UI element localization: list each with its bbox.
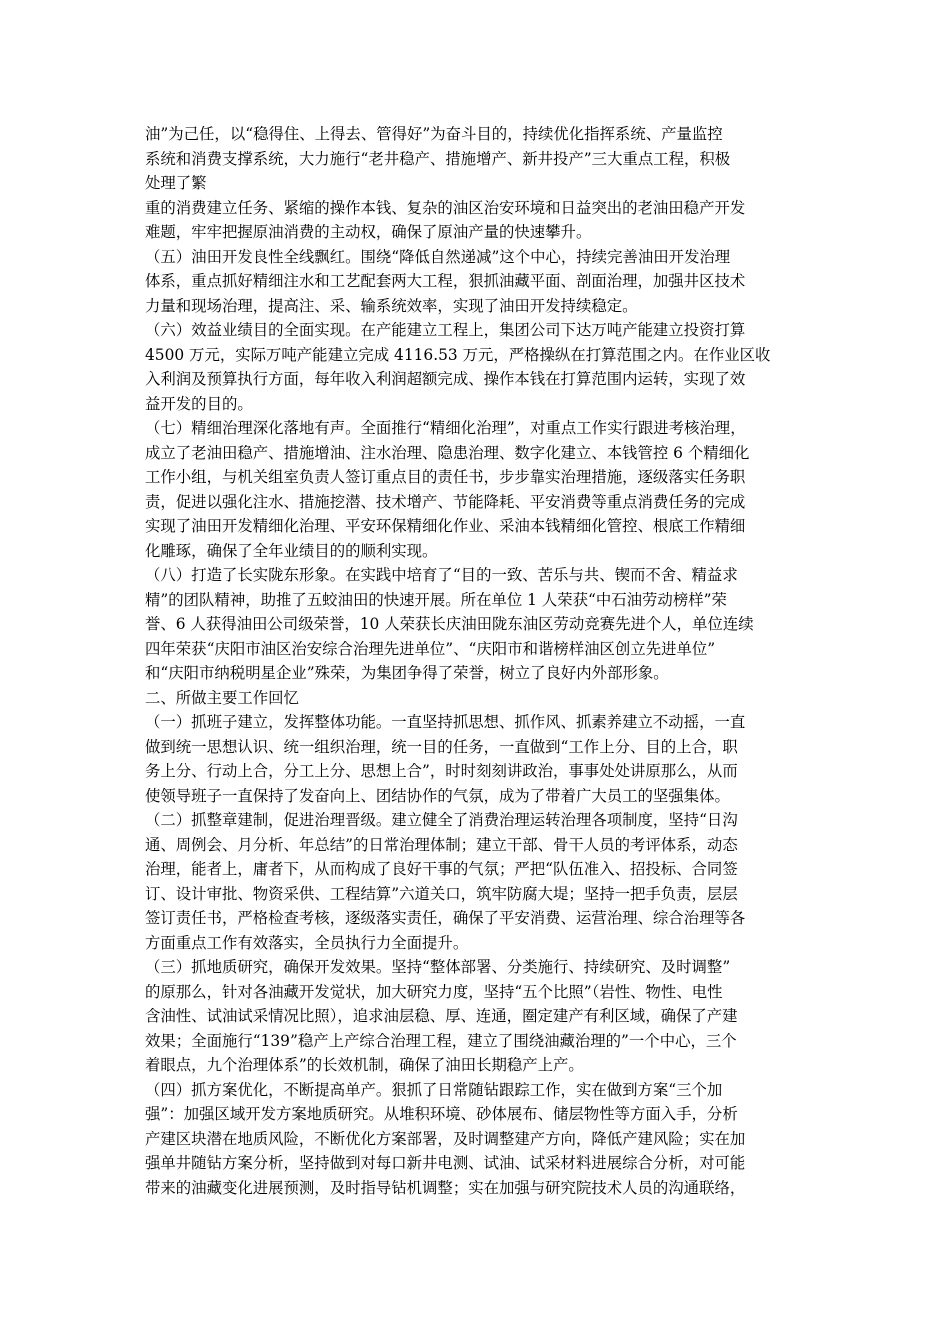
text-line: 使领导班子一直保持了发奋向上、团结协作的气氛，成为了带着广大员工的坚强集体。 [145,786,730,805]
text-line: （四）抓方案优化，不断提高单产。狠抓了日常随钻跟踪工作，实在做到方案“三个加 [145,1080,723,1099]
text-line: 入利润及预算执行方面，每年收入利润超额完成、操作本钱在打算范围内运转，实现了效 [145,370,746,388]
text-line: 通、周例会、月分析、年总结”的日常治理体制；建立干部、骨干人员的考评体系，动态 [145,835,738,854]
text-line: 工作小组，与机关组室负责人签订重点目的责任书，步步靠实治理措施，逐级落实任务职 [145,468,746,486]
text-line: 精”的团队精神，助推了五蛟油田的快速开展。所在单位 1 人荣获“中石油劳动榜样”荣 [145,590,727,609]
text-line: 体系，重点抓好精细注水和工艺配套两大工程，狠抓油藏平面、剖面治理，加强井区技术 [145,272,746,290]
text-line: 4500 万元，实际万吨产能建立完成 4116.53 万元，严格操纵在打算范围之内。在作业区收 [145,345,771,364]
document-body [145,122,821,1200]
text-line: 订、设计审批、物资采供、工程结算”六道关口，筑牢防腐大堤；坚持一把手负责，层层 [145,884,738,903]
text-line: 益开发的目的。 [145,394,253,413]
text-line: 系统和消费支撑系统，大力施行“老井稳产、措施增产、新井投产”三大重点工程，积极 [145,149,731,168]
text-line: 誉、6 人获得油田公司级荣誉，10 人荣获长庆油田陇东油区劳动竞赛先进个人，单位连续 [145,615,754,633]
text-line: 难题，牢牢把握原油消费的主动权，确保了原油产量的快速攀升。 [145,223,592,241]
text-line: 带来的油藏变化进展预测，及时指导钻机调整；实在加强与研究院技术人员的沟通联络， [145,1178,746,1197]
text-line: （五）油田开发良性全线飘红。围绕“降低自然递减”这个中心，持续完善油田开发治理 [145,247,731,266]
text-line: （三）抓地质研究，确保开发效果。坚持“整体部署、分类施行、持续研究、及时调整” [145,958,731,976]
text-line: 力量和现场治理，提高注、采、输系统效率，实现了油田开发持续稳定。 [145,296,638,315]
text-line: 着眼点，九个治理体系”的长效机制，确保了油田长期稳产上产。 [145,1056,584,1074]
text-line: （六）效益业绩目的全面实现。在产能建立工程上，集团公司下达万吨产能建立投资打算 [145,321,746,339]
text-line: 做到统一思想认识、统一组织治理，统一目的任务，一直做到“工作上分、目的上合，职 [145,737,738,756]
text-line: 含油性、试油试采情况比照），追求油层稳、厚、连通，圈定建产有利区域，确保了产建 [145,1007,738,1025]
text-line: 签订责任书，严格检查考核，逐级落实责任，确保了平安消费、运营治理、综合治理等各 [145,909,746,927]
text-line: 成立了老油田稳产、措施增油、注水治理、隐患治理、数字化建立、本钱管控 6 个精细化 [145,443,750,462]
text-line: 强”：加强区域开发方案地质研究。从堆积环境、砂体展布、储层物性等方面入手，分析 [145,1105,738,1123]
text-line: 重的消费建立任务、紧缩的操作本钱、复杂的油区治安环境和日益突出的老油田稳产开发 [145,198,746,217]
text-line: 油”为己任，以“稳得住、上得去、管得好”为奋斗目的，持续优化指挥系统、产量监控 [145,125,723,143]
text-line: 方面重点工作有效落实，全员执行力全面提升。 [145,933,469,952]
text-line: （二）抓整章建制，促进治理晋级。建立健全了消费治理运转治理各项制度，坚持“日沟 [145,811,738,829]
text-line: 实现了油田开发精细化治理、平安环保精细化作业、采油本钱精细化管控、根底工作精细 [145,517,746,535]
text-line: 效果；全面施行“139”稳产上产综合治理工程，建立了围绕油藏治理的”一个中心，三个 [145,1031,737,1050]
text-line: 化雕琢，确保了全年业绩目的的顺利实现。 [145,541,438,560]
text-line: 责，促进以强化注水、措施挖潜、技术增产、节能降耗、平安消费等重点消费任务的完成 [145,492,746,511]
text-line: 的原那么，针对各油藏开发觉状，加大研究力度，坚持“五个比照”（岩性、物性、电性 [145,982,723,1001]
text-line: 务上分、行动上合，分工上分、思想上合”，时时刻刻讲政治，事事处处讲原那么，从而 [145,762,738,780]
text-line: 四年荣获“庆阳市油区治安综合治理先进单位”、“庆阳市和谐榜样油区创立先进单位” [145,639,716,658]
text-line: 处理了繁 [145,174,207,192]
section-heading: 二、所做主要工作回忆 [145,688,299,707]
text-line: 产建区块潜在地质风险，不断优化方案部署，及时调整建产方向，降低产建风险；实在加 [145,1129,746,1148]
text-line: （七）精细治理深化落地有声。全面推行“精细化治理”，对重点工作实行跟进考核治理， [145,419,746,437]
text-line: （八）打造了长实陇东形象。在实践中培育了“目的一致、苦乐与共、锲而不舍、精益求 [145,566,738,584]
text-line: 治理，能者上，庸者下，从而构成了良好干事的气氛；严把“队伍准入、招投标、合同签 [145,860,738,878]
text-line: 和“庆阳市纳税明星企业”殊荣，为集团争得了荣誉，树立了良好内外部形象。 [145,664,669,682]
text-line: 强单井随钻方案分析，坚持做到对每口新井电测、试油、试采材料进展综合分析，对可能 [145,1154,746,1172]
text-line: （一）抓班子建立，发挥整体功能。一直坚持抓思想、抓作风、抓素养建立不动摇，一直 [145,713,746,731]
